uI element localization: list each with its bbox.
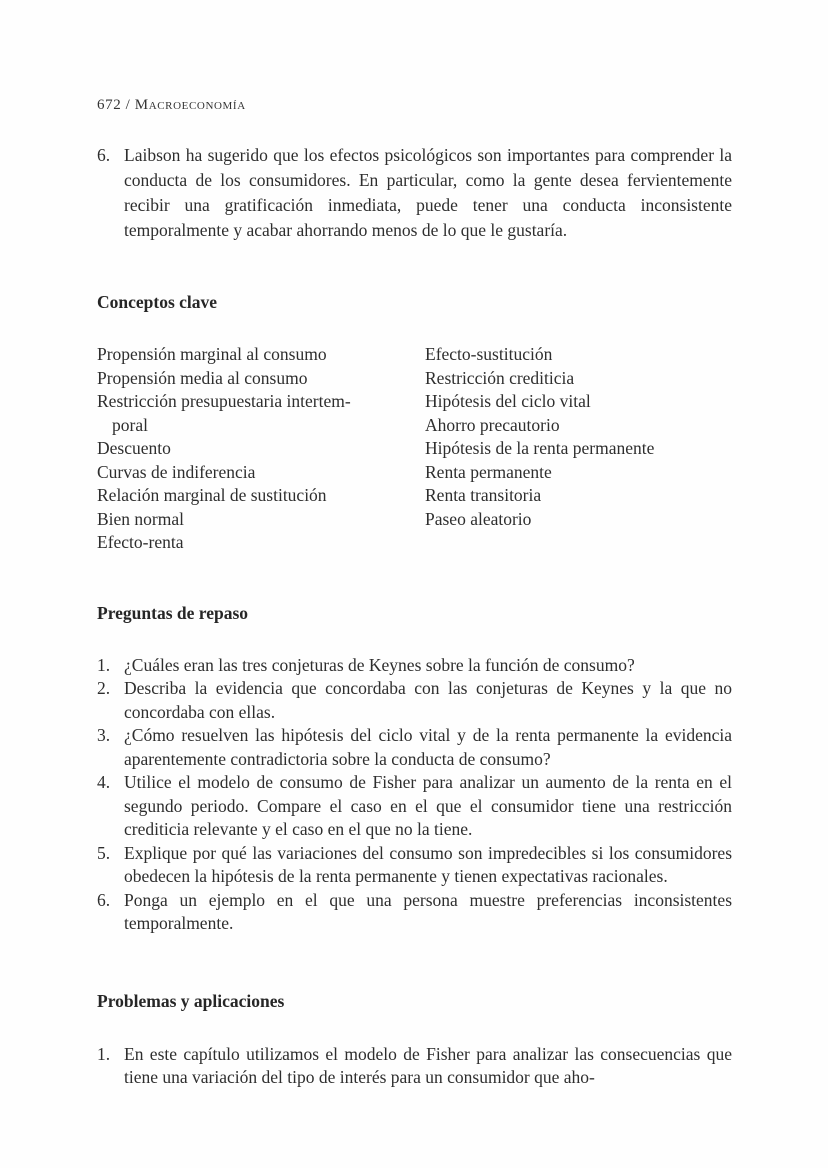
review-question-2 <box>97 677 732 724</box>
key-concepts-column-1 <box>97 343 425 555</box>
problem-number: 1. <box>97 1043 111 1064</box>
concept-term-continuation: poral <box>112 414 148 435</box>
concept-term: Relación marginal de sustitución <box>97 485 327 505</box>
concept-term: Efecto-renta <box>97 532 184 552</box>
question-text: Utilice el modelo de consumo de Fisher para analizar un aumento de la renta en el segundo periodo. Compare el caso en el que el consumidor tiene una restricción crediticia relevante y el caso en el que no la tiene. <box>124 772 732 839</box>
concept-term: Propensión marginal al consumo <box>97 344 327 364</box>
question-number: 6. <box>97 889 111 910</box>
concept-term: Renta transitoria <box>425 485 542 505</box>
section-heading-problemas-y-aplicaciones: Problemas y aplicaciones <box>97 990 285 1011</box>
review-question-1 <box>97 654 732 678</box>
running-header: 672 / Macroeconomía <box>97 97 246 113</box>
concept-term: Hipótesis de la renta permanente <box>425 438 655 458</box>
question-text: Ponga un ejemplo en el que una persona muestre preferencias inconsistentes temporalmente. <box>124 889 732 933</box>
section-heading-conceptos-clave: Conceptos clave <box>97 292 218 312</box>
question-number: 5. <box>97 842 111 863</box>
concept-term: Restricción crediticia <box>425 367 575 388</box>
question-text: Explique por qué las variaciones del consumo son impredecibles si los consumidores obedecen la hipótesis de la renta permanente y tienen expectativas racionales. <box>124 842 732 886</box>
concept-term: Restricción presupuestaria intertem- <box>97 391 351 411</box>
review-question-6 <box>97 889 732 936</box>
concept-term: Hipótesis del ciclo vital <box>425 391 591 411</box>
key-concepts-column-2 <box>425 343 732 555</box>
review-question-4 <box>97 771 732 842</box>
concept-term: Bien normal <box>97 508 184 529</box>
summary-item-text: Laibson ha sugerido que los efectos psicológicos son importantes para comprender la conducta de los consumidores. En particular, como la gente desea fervientemente recibir una gratificación inmediata, puede tener una conducta inconsistente temporalmente y acabar ahorrando menos de lo que le gustaría. <box>124 145 732 240</box>
question-number: 1. <box>97 654 111 675</box>
concept-term: Propensión media al consumo <box>97 367 308 388</box>
summary-item-number: 6. <box>97 145 111 165</box>
section-heading-preguntas-de-repaso: Preguntas de repaso <box>97 602 249 623</box>
review-questions-list <box>97 654 732 936</box>
key-concepts-list <box>97 343 732 555</box>
concept-term: Paseo aleatorio <box>425 508 532 529</box>
review-question-5 <box>97 842 732 889</box>
question-text: ¿Cuáles eran las tres conjeturas de Keynes sobre la función de consumo? <box>124 654 635 675</box>
question-number: 4. <box>97 772 111 792</box>
question-number: 2. <box>97 678 111 698</box>
problems-list <box>97 1043 732 1090</box>
concept-term: Renta permanente <box>425 461 552 482</box>
concept-term: Ahorro precautorio <box>425 414 560 435</box>
problem-1 <box>97 1043 732 1090</box>
review-question-3 <box>97 724 732 771</box>
summary-item-6 <box>97 143 732 243</box>
question-text: Describa la evidencia que concordaba con las conjeturas de Keynes y la que no concordaba con ellas. <box>124 678 732 722</box>
question-number: 3. <box>97 725 111 745</box>
question-text: ¿Cómo resuelven las hipótesis del ciclo vital y de la renta permanente la evidencia aparentemente contradictoria sobre la conducta de consumo? <box>124 725 732 769</box>
concept-term: Curvas de indiferencia <box>97 461 256 482</box>
concept-term: Descuento <box>97 438 171 458</box>
concept-term: Efecto-sustitución <box>425 344 553 364</box>
problem-text: En este capítulo utilizamos el modelo de Fisher para analizar las consecuencias que tiene una variación del tipo de interés para un consumidor que aho- <box>124 1043 732 1087</box>
